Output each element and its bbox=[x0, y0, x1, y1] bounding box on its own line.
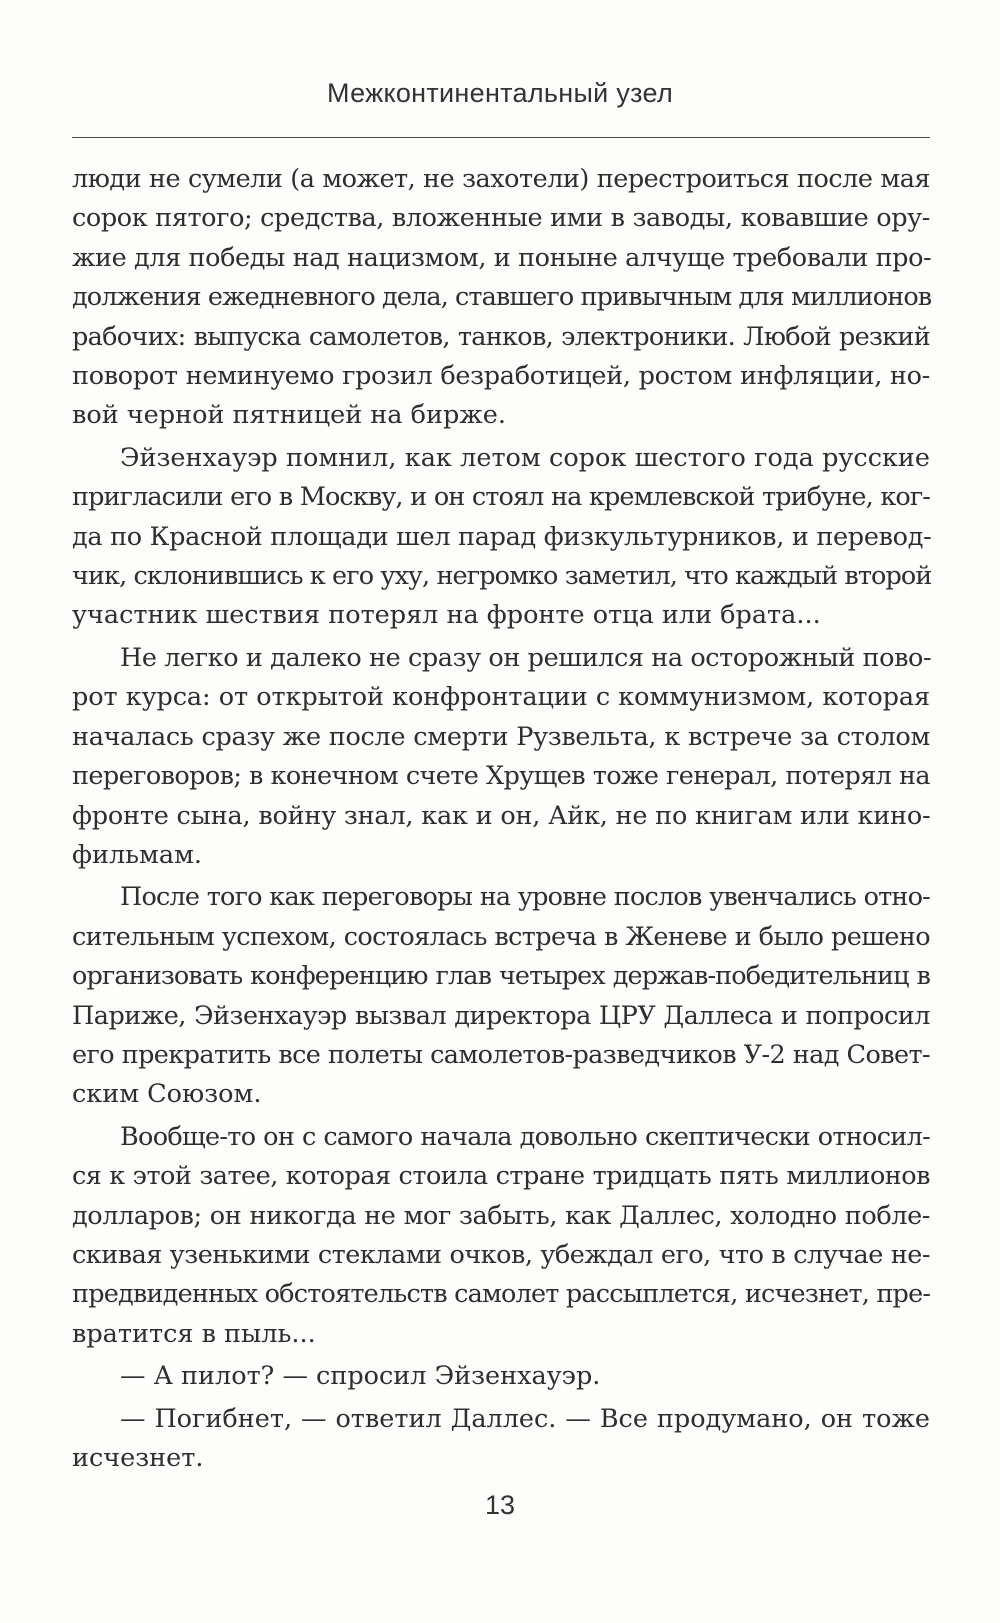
text-line: предвиденных обстоятельств самолет рассыплется, исчезнет, пре- bbox=[72, 1279, 931, 1310]
text-line: вратится в пыль... bbox=[72, 1318, 316, 1349]
text-line: долларов; он никогда не мог забыть, как Даллес, холодно побле- bbox=[72, 1200, 930, 1231]
text-line: вой черной пятницей на бирже. bbox=[72, 400, 506, 431]
text-line: Вообще-то он с самого начала довольно скептически относил- bbox=[120, 1121, 930, 1152]
text-line: — А пилот? — спросил Эйзенхауэр. bbox=[120, 1361, 601, 1392]
text-line: организовать конференцию глав четырех держав-победительниц в bbox=[72, 961, 930, 992]
text-line: ся к этой затее, которая стоила стране тридцать пять миллионов bbox=[72, 1161, 930, 1192]
text-line: люди не сумели (а может, не захотели) перестроиться после мая bbox=[72, 164, 930, 194]
text-line: скивая узенькими стеклами очков, убеждал его, что в случае не- bbox=[72, 1239, 930, 1270]
text-line: фильмам. bbox=[72, 839, 203, 870]
dialogue-paragraph bbox=[72, 1357, 930, 1396]
paragraph bbox=[72, 160, 930, 436]
text-line: Эйзенхауэр помнил, как летом сорок шестого года русские bbox=[120, 442, 930, 473]
text-line: участник шествия потерял на фронте отца или брата... bbox=[72, 600, 821, 631]
text-line: началась сразу же после смерти Рузвельта, к встрече за столом bbox=[72, 721, 930, 752]
text-line: фронте сына, войну знал, как и он, Айк, не по книгам или кино- bbox=[72, 800, 931, 831]
text-line: пригласили его в Москву, и он стоял на кремлевской трибуне, ког- bbox=[72, 482, 930, 513]
text-line: переговоров; в конечном счете Хрущев тоже генерал, потерял на bbox=[72, 761, 930, 792]
text-line: да по Красной площади шел парад физкультурников, и перевод- bbox=[72, 521, 932, 552]
text-line: ским Союзом. bbox=[72, 1079, 262, 1110]
running-header-title: Межконтинентальный узел bbox=[326, 78, 674, 108]
text-line: Париже, Эйзенхауэр вызвал директора ЦРУ Даллеса и попросил bbox=[72, 1000, 930, 1031]
text-line: рабочих: выпуска самолетов, танков, электроники. Любой резкий bbox=[72, 321, 930, 352]
text-line: поворот неминуемо грозил безработицей, ростом инфляции, но- bbox=[72, 361, 930, 392]
paragraph bbox=[72, 878, 930, 1114]
text-line: После того как переговоры на уровне послов увенчались отно- bbox=[120, 882, 930, 913]
header-divider bbox=[72, 137, 930, 138]
paragraph bbox=[72, 639, 930, 875]
text-line: Не легко и далеко не сразу он решился на осторожный пово- bbox=[120, 642, 932, 673]
text-line: сорок пятого; средства, вложенные ими в заводы, ковавшие ору- bbox=[72, 203, 930, 234]
text-line: должения ежедневного дела, ставшего привычным для миллионов bbox=[72, 282, 932, 313]
text-line: его прекратить все полеты самолетов-разведчиков У-2 над Совет- bbox=[72, 1039, 930, 1070]
text-line: чик, склонившись к его уху, негромко заметил, что каждый второй bbox=[72, 561, 932, 592]
text-line: рот курса: от открытой конфронтации с коммунизмом, которая bbox=[72, 682, 930, 713]
body-text bbox=[72, 160, 930, 1481]
paragraph bbox=[72, 1118, 930, 1354]
text-line: исчезнет. bbox=[72, 1443, 204, 1473]
text-line: жие для победы над нацизмом, и поныне алчуще требовали про- bbox=[72, 242, 932, 273]
text-line: — Погибнет, — ответил Даллес. — Все продумано, он тоже bbox=[120, 1403, 930, 1434]
paragraph bbox=[72, 439, 930, 636]
page-number: 13 bbox=[484, 1490, 516, 1520]
dialogue-paragraph bbox=[72, 1400, 930, 1479]
text-line: сительным успехом, состоялась встреча в Женеве и было решено bbox=[72, 921, 930, 952]
